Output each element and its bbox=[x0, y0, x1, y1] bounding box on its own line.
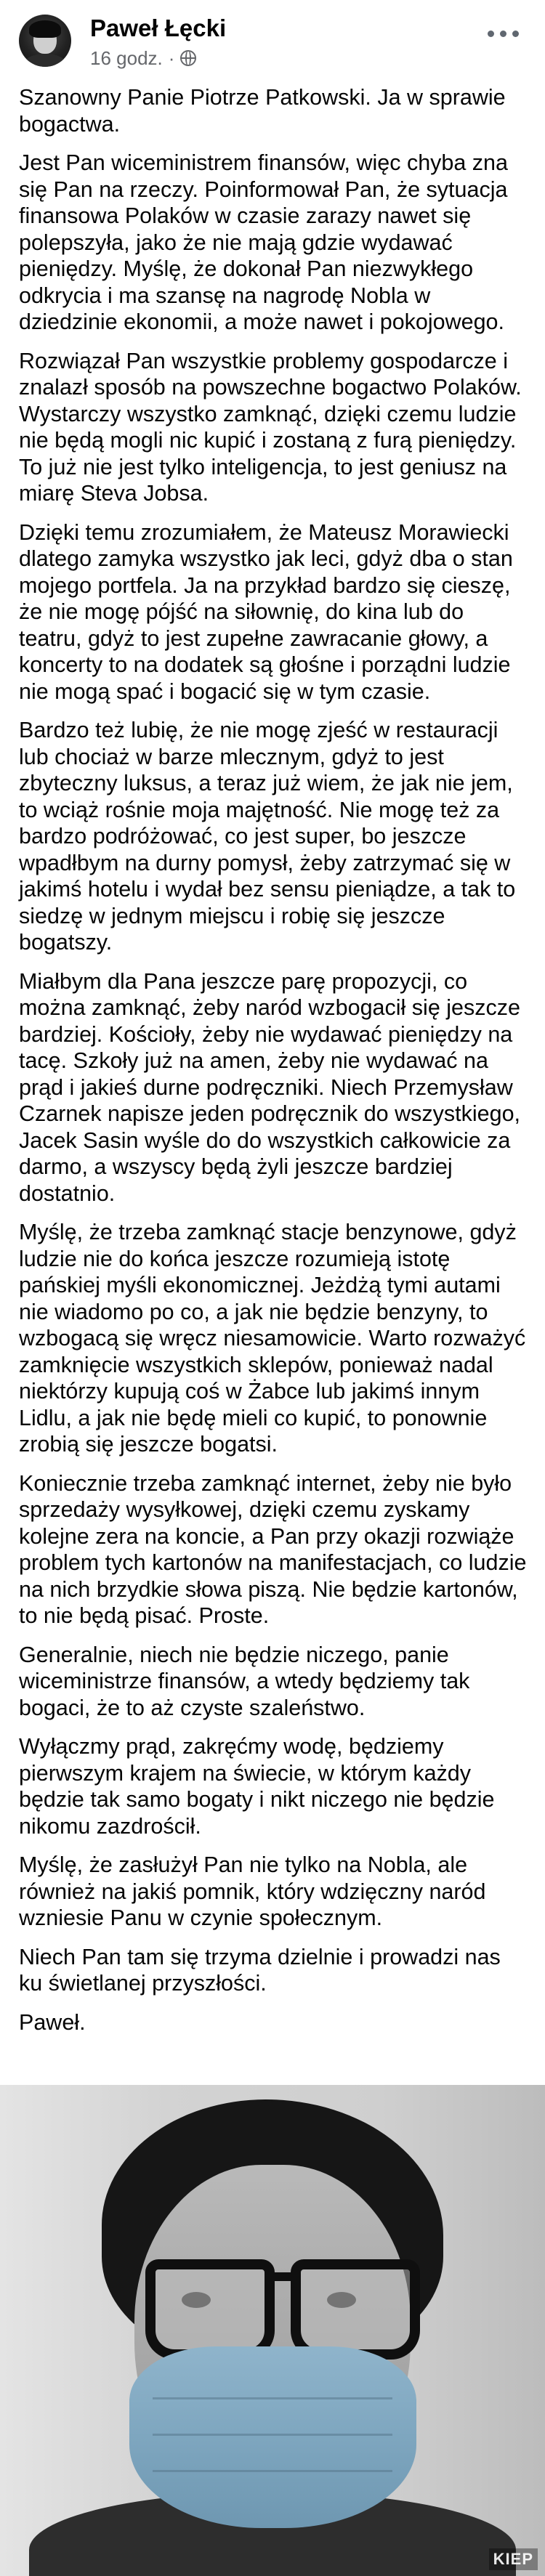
photo-mask-fold bbox=[153, 2397, 392, 2399]
image-watermark: KIEP bbox=[489, 2548, 538, 2570]
post-paragraph: Koniecznie trzeba zamknąć internet, żeby nie było sprzedaży wysyłkowej, dzięki czemu zyskamy kolejne zera na koncie, a Pan przy okazji rozwiąże problem tych kartonów na manifestacjach, co ludzie na nich brzydkie słowa piszą. Nie będzie kartonów, to nie będą pisać. Proste. bbox=[19, 1470, 527, 1628]
post-paragraph: Niech Pan tam się trzyma dzielnie i prowadzi nas ku świetlanej przyszłości. bbox=[19, 1944, 501, 1996]
post-paragraph: Wyłączmy prąd, zakręćmy wodę, będziemy pierwszym krajem na świecie, w którym każdy będzie tak samo bogaty i nikt niczego nie będzie nikomu zazdrościł. bbox=[19, 1734, 495, 1839]
avatar-shoulders bbox=[23, 54, 67, 67]
photo-mask-fold bbox=[153, 2434, 392, 2436]
post-paragraph: Myślę, że trzeba zamknąć stacje benzynowe, gdyż ludzie nie do końca jeszcze rozumieją istotę pańskiej myśli ekonomicznej. Jeżdżą tymi autami nie wiadomo po co, a jak nie będzie benzyny, to wzbogacą się wręcz niesamowicie. Warto rozważyć zamknięcie wszystkich sklepów, ponieważ nadal niektórzy kupują coś w Żabce lub jakimś innym Lidlu, a jak nie będę mieli co kupić, to ponownie zrobią się jeszcze bogatsi. bbox=[19, 1220, 526, 1457]
post-signature: Paweł. bbox=[19, 2009, 86, 2035]
post-meta bbox=[90, 46, 196, 70]
meta-separator: · bbox=[168, 46, 175, 69]
post-paragraph: Generalnie, niech nie będzie niczego, panie wiceministrze finansów, a wtedy będziemy tak bogaci, że to aż czyste szaleństwo. bbox=[19, 1642, 470, 1720]
photo-face-mask bbox=[129, 2346, 416, 2528]
post-header bbox=[0, 0, 545, 80]
post-paragraph: Myślę, że zasłużył Pan nie tylko na Nobla, ale również na jakiś pomnik, który wdzięczny naród wzniesie Panu w czynie społecznym. bbox=[19, 1852, 486, 1930]
photo-glasses-lens-left bbox=[145, 2259, 275, 2360]
post-paragraph: Dzięki temu zrozumiałem, że Mateusz Morawiecki dlatego zamyka wszystko jak leci, gdyż dba o stan mojego portfela. Ja na przykład bardzo się cieszę, że nie mogę pójść na siłownię, do kina lub do teatru, gdyż to jest zupełne zawracanie głowy, a koncerty to na dodatek są głośne i porządni ludzie nie mogą spać i bogacić się w tym czasie. bbox=[19, 519, 513, 704]
post-text bbox=[19, 84, 528, 2048]
photo-glasses-bridge bbox=[269, 2272, 294, 2281]
author-avatar[interactable] bbox=[19, 15, 71, 67]
globe-icon bbox=[180, 50, 196, 66]
post-timestamp[interactable]: 16 godz. bbox=[90, 46, 163, 69]
photo-mask-fold bbox=[153, 2470, 392, 2472]
post-paragraph: Szanowny Panie Piotrze Patkowski. Ja w sprawie bogactwa. bbox=[19, 85, 506, 137]
photo-glasses-lens-right bbox=[291, 2259, 420, 2360]
more-options-button[interactable] bbox=[480, 16, 526, 51]
more-icon bbox=[488, 31, 519, 37]
post-paragraph: Miałbym dla Pana jeszcze parę propozycji, co można zamknąć, żeby naród wzbogacił się jeszcze bardziej. Kościoły, żeby nie wydawać pieniędzy na tacę. Szkoły już na amen, żeby nie wydawać na prąd i jakieś durne podręczniki. Niech Przemysław Czarnek napisze jeden podręcznik do wszystkiego, Jacek Sasin wyśle do do wszystkich całkowicie za darmo, a wszyscy będą żyli jeszcze bardziej dostatnio. bbox=[19, 968, 521, 1206]
author-name[interactable]: Paweł Łęcki bbox=[90, 15, 227, 41]
post-paragraph: Rozwiązał Pan wszystkie problemy gospodarcze i znalazł sposób na powszechne bogactwo Polaków. Wystarczy wszystko zamknąć, dzięki czemu ludzie nie będą mogli nic kupić i zostaną z furą pieniędzy. To już nie jest tylko inteligencja, to jest geniusz na miarę Steva Jobsa. bbox=[19, 348, 522, 506]
post-paragraph: Jest Pan wiceministrem finansów, więc chyba zna się Pan na rzeczy. Poinformował Pan, że sytuacja finansowa Polaków w czasie zarazy nawet się polepszyła, jako że nie mają gdzie wydawać pieniędzy. Myślę, że dokonał Pan niezwykłego odkrycia i ma szansę na nagrodę Nobla w dziedzinie ekonomii, a może nawet i pokojowego. bbox=[19, 150, 508, 334]
post-paragraph: Bardzo też lubię, że nie mogę zjeść w restauracji lub chociaż w barze mlecznym, gdyż to jest zbyteczny luksus, a teraz już wiem, że jak nie jem, to wciąż rośnie moja majętność. Nie mogę też za bardzo podróżować, co jest super, bo jeszcze wpadłbym na durny pomysł, żeby zatrzymać się w jakimś hotelu i wydał bez sensu pieniądze, a tak to siedzę w jednym miejscu i robię się jeszcze bogatszy. bbox=[19, 718, 516, 955]
post-photo[interactable] bbox=[0, 2085, 545, 2576]
avatar-hair bbox=[29, 20, 61, 38]
